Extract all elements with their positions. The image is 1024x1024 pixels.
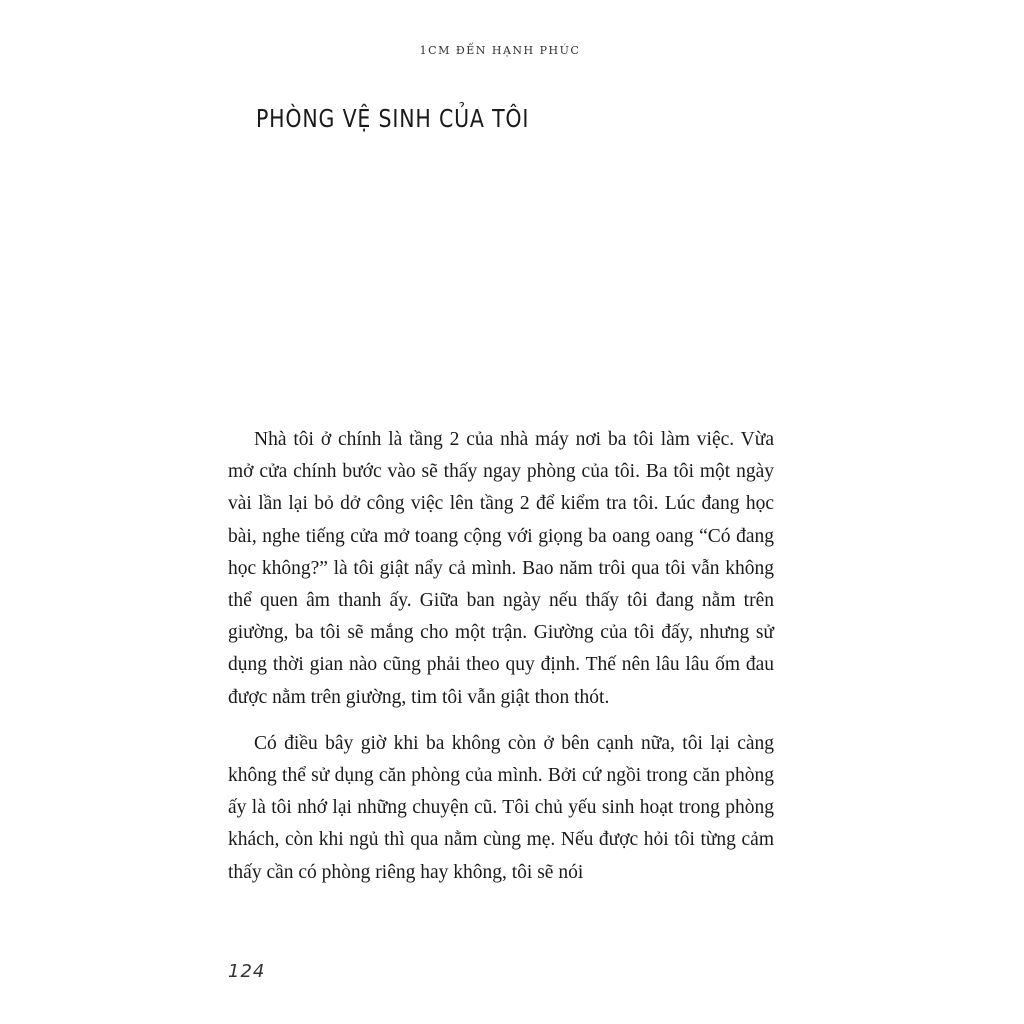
body-text [228, 424, 774, 903]
paragraph-1: Nhà tôi ở chính là tầng 2 của nhà máy nơi ba tôi làm việc. Vừa mở cửa chính bước vào sẽ thấy ngay phòng của tôi. Ba tôi một ngày vài lần lại bỏ dở công việc lên tầng 2 để kiểm tra tôi. Lúc đang học bài, nghe tiếng cửa mở toang cộng với giọng ba oang oang “Có đang học không?” là tôi giật nẩy cả mình. Bao năm trôi qua tôi vẫn không thể quen âm thanh ấy. Giữa ban ngày nếu thấy tôi đang nằm trên giường, ba tôi sẽ mắng cho một trận. Giường của tôi đấy, nhưng sử dụng thời gian nào cũng phải theo quy định. Thế nên lâu lâu ốm đau được nằm trên giường, tim tôi vẫn giật thon thót. [228, 429, 774, 708]
chapter-title: PHÒNG VỆ SINH CỦA TÔI [256, 104, 530, 133]
running-header: 1CM ĐẾN HẠNH PHÚC [419, 44, 581, 57]
paragraph-2: Có điều bây giờ khi ba không còn ở bên cạnh nữa, tôi lại càng không thể sử dụng căn phòng của mình. Bởi cứ ngồi trong căn phòng ấy là tôi nhớ lại những chuyện cũ. Tôi chủ yếu sinh hoạt trong phòng khách, còn khi ngủ thì qua nằm cùng mẹ. Nếu được hỏi tôi từng cảm thấy cần có phòng riêng hay không, tôi sẽ nói [228, 732, 774, 883]
page-number: 124 [228, 961, 266, 982]
